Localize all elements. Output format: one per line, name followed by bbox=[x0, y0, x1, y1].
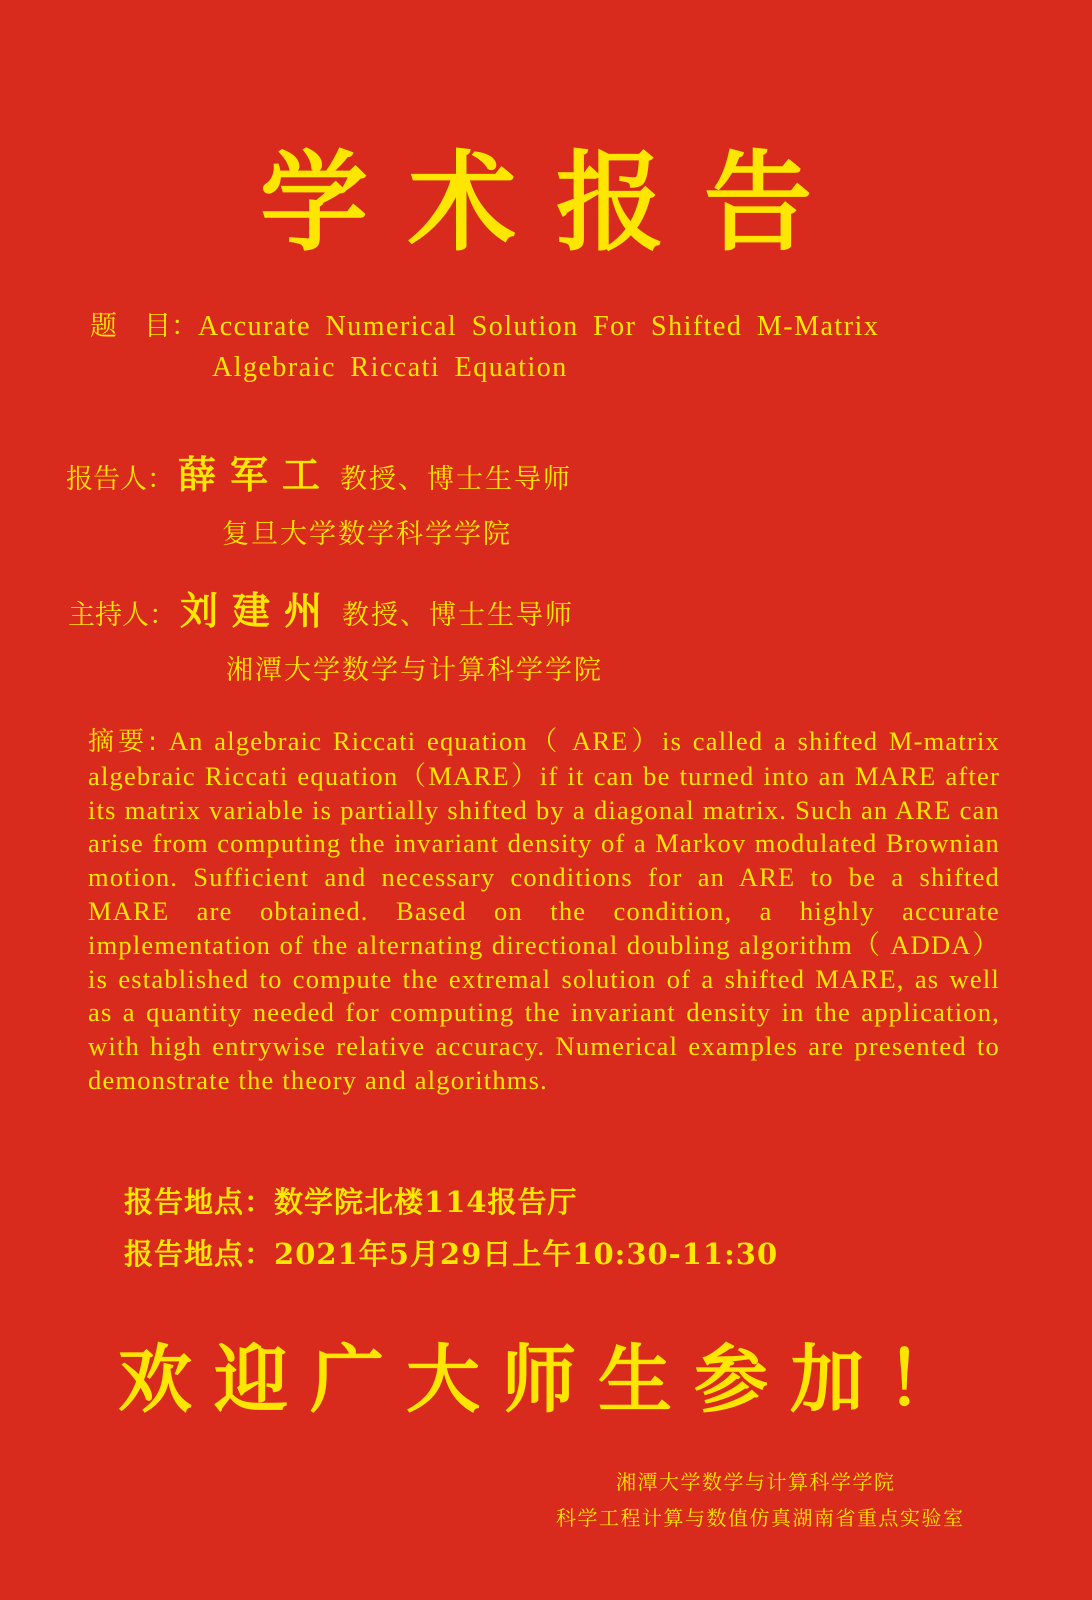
host-label: 主持人： bbox=[68, 600, 176, 631]
host-affiliation-row bbox=[226, 648, 603, 687]
venue-row bbox=[124, 1180, 578, 1221]
abstract-label: 摘要: bbox=[88, 727, 159, 757]
venue-value: 数学院北楼114报告厅 bbox=[274, 1185, 578, 1219]
speaker-label: 报告人： bbox=[66, 464, 174, 495]
topic-label: 题 目： bbox=[90, 311, 198, 342]
footer-college: 湘潭大学数学与计算科学学院 bbox=[616, 1470, 896, 1494]
time-value: 2021年5月29日上午10:30-11:30 bbox=[274, 1237, 779, 1271]
footer-lab: 科学工程计算与数值仿真湖南省重点实验室 bbox=[556, 1506, 965, 1530]
topic-row bbox=[90, 304, 879, 343]
welcome-slogan: 欢迎广大师生参加！ bbox=[118, 1337, 982, 1423]
time-label: 报告地点： bbox=[124, 1237, 275, 1271]
speaker-affiliation-row bbox=[222, 512, 512, 551]
venue-label: 报告地点： bbox=[124, 1185, 275, 1219]
topic-row-2 bbox=[212, 352, 568, 384]
abstract-text: An algebraic Riccati equation（ ARE）is called a shifted M-matrix algebraic Riccati equation（MARE）if it can be turned into an MARE after its matrix variable is partially shifted by a diagonal matrix. Such an ARE can arise from computing the invariant density of a Markov modulated Brownian motion. Sufficient and necessary conditions for an ARE to be a shifted MARE are obtained. Based on the condition, a highly accurate implementation of the alternating directional doubling algorithm（ ADDA）is established to compute the extremal solution of a shifted MARE, as well as a quantity needed for computing the invariant density in the application, with high entrywise relative accuracy. Numerical examples are presented to demonstrate the theory and algorithms. bbox=[88, 726, 1000, 1095]
topic-line-1: Accurate Numerical Solution For Shifted M-Matrix bbox=[198, 311, 880, 342]
speaker-name: 薛军工 bbox=[178, 452, 335, 497]
host-row bbox=[68, 580, 574, 635]
poster-title: 学术报告 bbox=[259, 140, 852, 266]
abstract bbox=[88, 725, 1000, 1098]
host-affiliation: 湘潭大学数学与计算科学学院 bbox=[226, 655, 603, 686]
speaker-title: 教授、博士生导师 bbox=[340, 464, 573, 495]
speaker-row bbox=[66, 444, 572, 499]
time-row bbox=[124, 1232, 778, 1273]
speaker-affiliation: 复旦大学数学科学学院 bbox=[222, 519, 512, 550]
host-name: 刘建州 bbox=[180, 588, 337, 633]
host-title: 教授、博士生导师 bbox=[342, 600, 575, 631]
topic-line-2: Algebraic Riccati Equation bbox=[212, 352, 568, 383]
